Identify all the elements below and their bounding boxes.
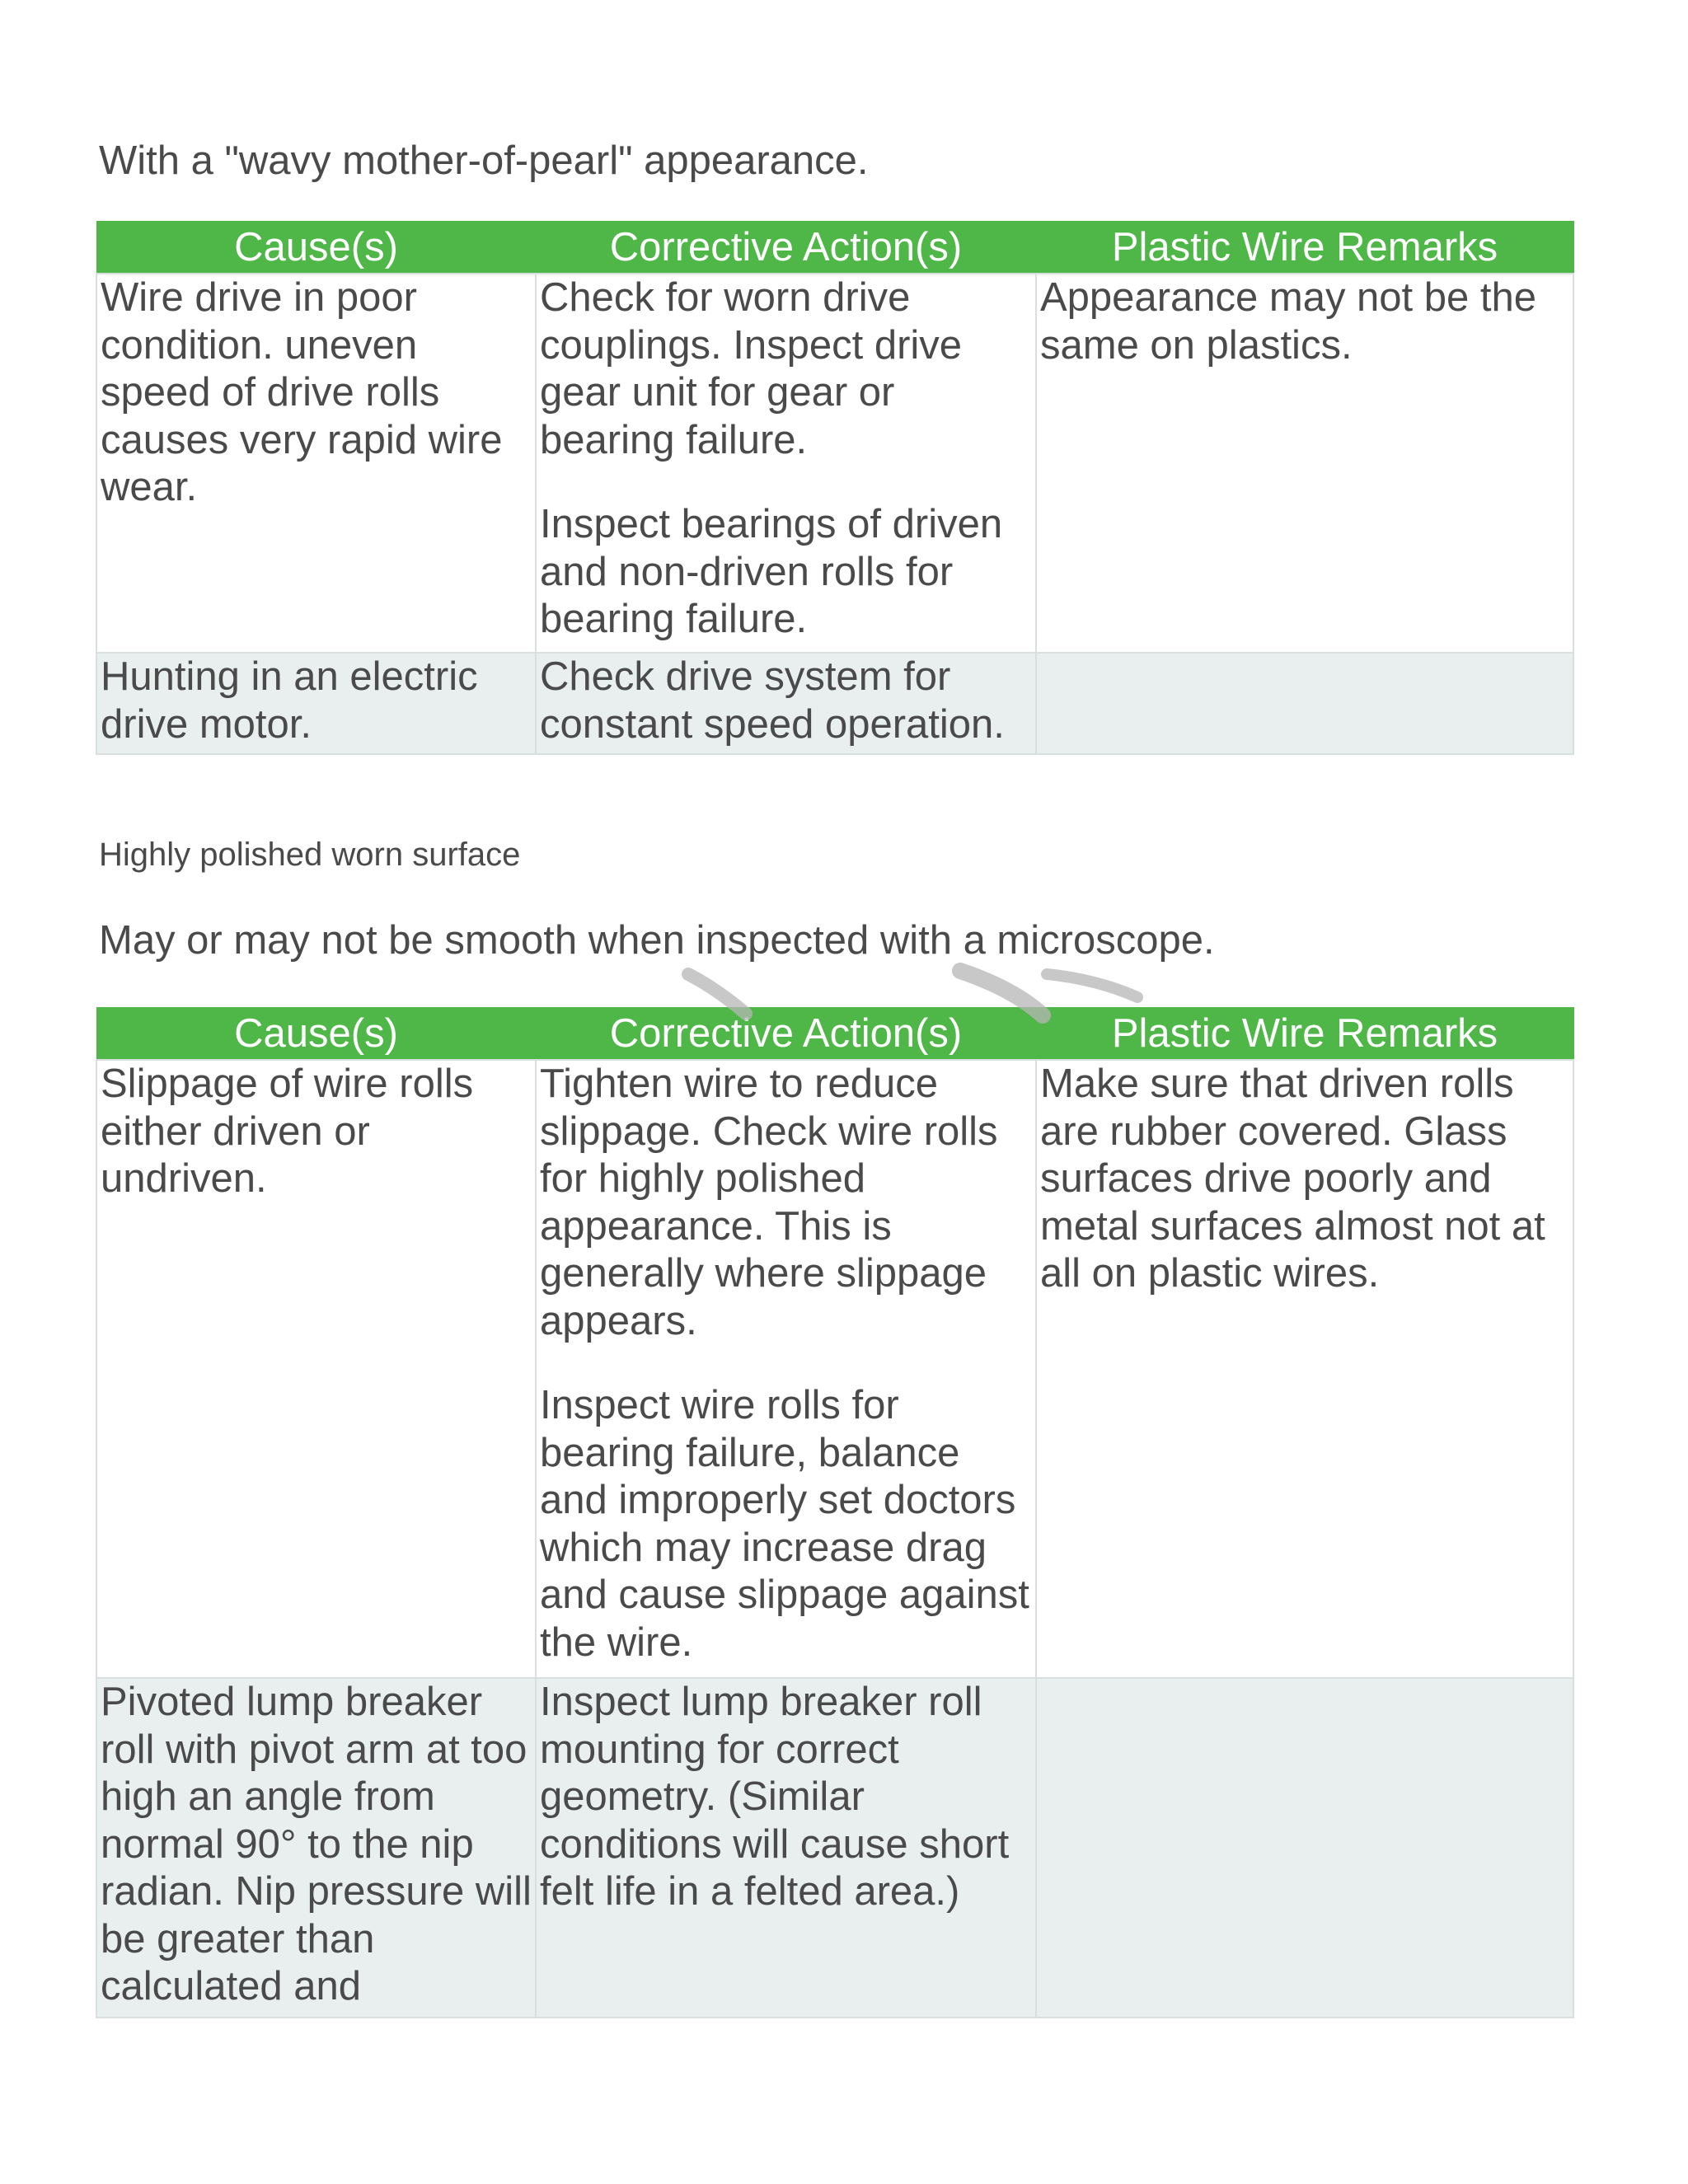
- header-plastic-wire-remarks: Plastic Wire Remarks: [1036, 222, 1573, 274]
- troubleshooting-table-2: [96, 1007, 1574, 2018]
- remarks-cell: [1036, 1678, 1573, 2018]
- section-2-intro: May or may not be smooth when inspected with a microscope.: [99, 918, 1215, 963]
- section-1-intro: With a "wavy mother-of-pearl" appearance.: [99, 138, 869, 183]
- cause-cell: Slippage of wire rolls either driven or undriven.: [96, 1060, 536, 1678]
- header-causes: Cause(s): [96, 222, 536, 274]
- corrective-action-cell: [536, 653, 1036, 754]
- remarks-cell: Appearance may not be the same on plastics.: [1036, 274, 1573, 653]
- corrective-action-text: Inspect lump breaker roll mounting for correct geometry. (Similar conditions will cause short felt life in a felted area.): [540, 1680, 1010, 1914]
- cause-cell: Hunting in an electric drive motor.: [96, 653, 536, 754]
- header-plastic-wire-remarks: Plastic Wire Remarks: [1036, 1008, 1573, 1061]
- cause-cell: Wire drive in poor condition. uneven speed of drive rolls causes very rapid wire wear.: [96, 274, 536, 653]
- corrective-action-cell: [536, 274, 1036, 653]
- table-row: [96, 653, 1573, 754]
- table-header-row: [96, 222, 1573, 274]
- corrective-action-cell: [536, 1678, 1036, 2018]
- section-2-heading: Highly polished worn surface: [99, 837, 521, 873]
- corrective-action-text: Inspect bearings of driven and non-driven rolls for bearing failure.: [540, 502, 1003, 641]
- table-row: [96, 1678, 1573, 2018]
- corrective-action-text: Check for worn drive couplings. Inspect drive gear unit for gear or bearing failure.: [540, 275, 963, 462]
- troubleshooting-table-1: [96, 221, 1574, 755]
- corrective-action-text: Check drive system for constant speed operation.: [540, 654, 1005, 747]
- table-header-row: [96, 1008, 1573, 1061]
- corrective-action-cell: [536, 1060, 1036, 1678]
- header-corrective-actions: Corrective Action(s): [536, 1008, 1036, 1061]
- corrective-action-text: Tighten wire to reduce slippage. Check wire rolls for highly polished appearance. This is generally where slippage appears.: [540, 1062, 998, 1343]
- remarks-cell: Make sure that driven rolls are rubber covered. Glass surfaces drive poorly and metal surfaces almost not at all on plastic wires.: [1036, 1060, 1573, 1678]
- remarks-cell: [1036, 653, 1573, 754]
- table-row: [96, 274, 1573, 653]
- cause-cell: Pivoted lump breaker roll with pivot arm at too high an angle from normal 90° to the nip radian. Nip pressure will be greater than calculated and: [96, 1678, 536, 2018]
- table-row: [96, 1060, 1573, 1678]
- corrective-action-text: Inspect wire rolls for bearing failure, balance and improperly set doctors which may increase drag and cause slippage against the wire.: [540, 1383, 1029, 1665]
- header-causes: Cause(s): [96, 1008, 536, 1061]
- watermark-stroke: [1047, 974, 1137, 997]
- header-corrective-actions: Corrective Action(s): [536, 222, 1036, 274]
